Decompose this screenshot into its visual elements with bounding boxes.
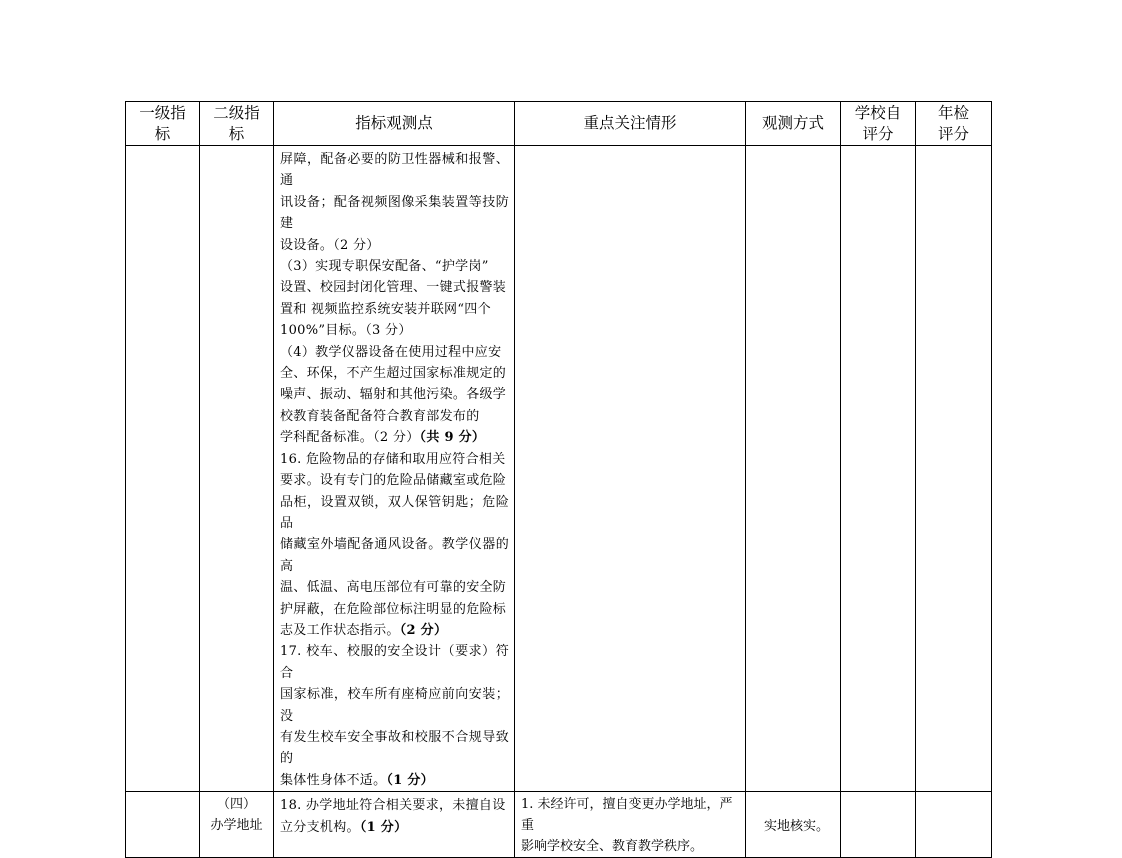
cell-observation: 18. 办学地址符合相关要求，未擅自设 立分支机构。（1 分） bbox=[274, 792, 515, 858]
cell-focus bbox=[515, 146, 746, 792]
cell-focus: 1. 未经许可，擅自变更办学地址，严重 影响学校安全、教育教学秩序。 bbox=[515, 792, 746, 858]
evaluation-table bbox=[125, 101, 992, 858]
cell-level2 bbox=[200, 146, 274, 792]
header-row bbox=[126, 102, 992, 146]
cell-level1 bbox=[126, 792, 200, 858]
score-16: （2 分） bbox=[399, 622, 448, 638]
cell-self-score bbox=[841, 146, 916, 792]
header-level1: 一级指 标 bbox=[126, 102, 200, 146]
cell-observation: 屏障，配备必要的防卫性器械和报警、通 讯设备；配备视频图像采集装置等技防建 设设备。（2 分） （3）实现专职保安配备、“护学岗” 设置、校园封闭化管理、一键式报警装 置和 视频监控系统安装并联网“四个 100%”目标。（3 分） （4）教学仪器设备在使用过程中应安 全、环保，不产生超过国家标准规定的 噪声、振动、辐射和其他污染。各级学 校教育装备配备符合教育部发布的 学科配备标准。（2 分）（共 9 分） 16. 危险物品的存储和取用应符合相关 要求。设有专门的危险品储藏室或危险 品柜，设置双锁，双人保管钥匙；危险品 储藏室外墙配备通风设备。教学仪器的高 温、低温、高电压部位有可靠的安全防 护屏蔽，在危险部位标注明显的危险标 志及工作状态指示。（2 分） 17. 校车、校服的安全设计（要求）符合 国家标准，校车所有座椅应前向安装；没 有发生校车安全事故和校服不合规导致的 集体性身体不适。（1 分） bbox=[274, 146, 515, 792]
table-row bbox=[126, 146, 992, 792]
table-row bbox=[126, 792, 992, 858]
score-17: （1 分） bbox=[386, 772, 434, 788]
cell-annual-score bbox=[916, 792, 992, 858]
header-self-score: 学校自 评分 bbox=[841, 102, 916, 146]
header-observation: 指标观测点 bbox=[274, 102, 515, 146]
header-focus: 重点关注情形 bbox=[515, 102, 746, 146]
total-score: （共 9 分） bbox=[419, 430, 486, 446]
cell-method bbox=[746, 146, 841, 792]
cell-level1 bbox=[126, 146, 200, 792]
header-level2: 二级指 标 bbox=[200, 102, 274, 146]
header-method: 观测方式 bbox=[746, 102, 841, 146]
cell-level2: （四） 办学地址 bbox=[200, 792, 274, 858]
cell-self-score bbox=[841, 792, 916, 858]
cell-method: 实地核实。 bbox=[746, 792, 841, 858]
header-annual-score: 年检 评分 bbox=[916, 102, 992, 146]
cell-annual-score bbox=[916, 146, 992, 792]
score-18: （1 分） bbox=[359, 819, 408, 835]
